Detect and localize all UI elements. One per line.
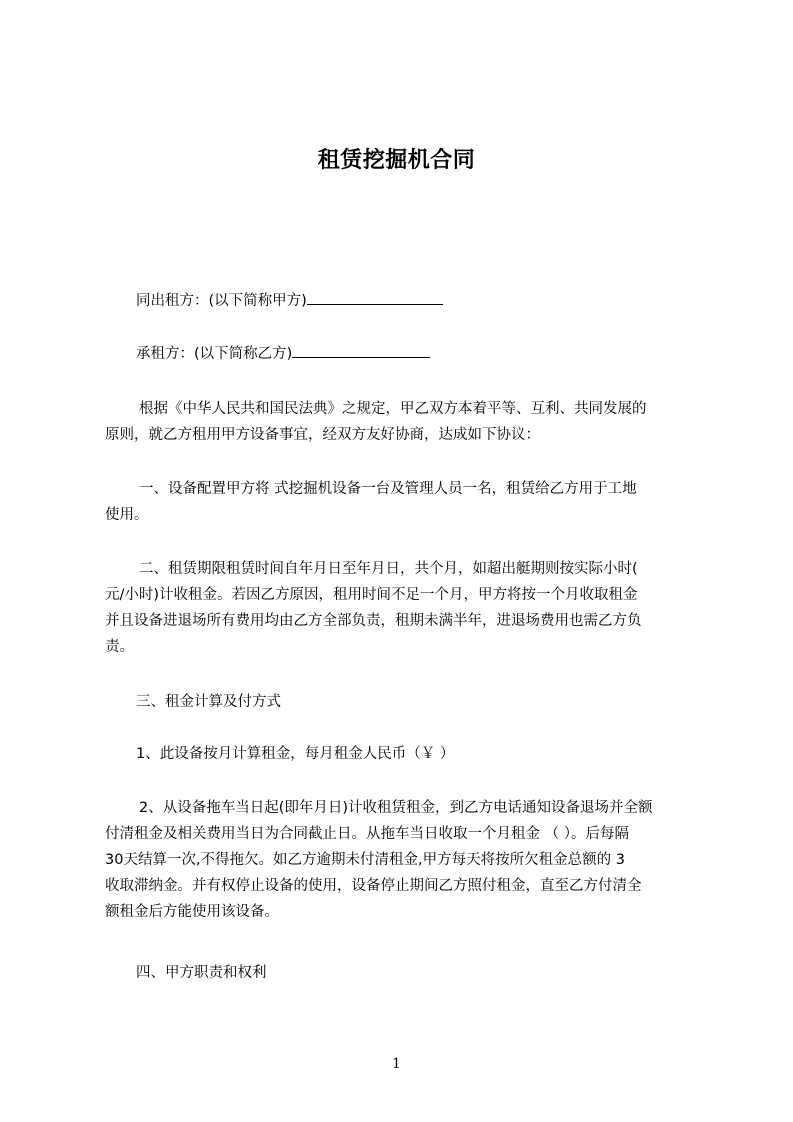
lessee-line bbox=[136, 341, 731, 367]
clause-3-item-2-line-3: 30天结算一次,不得拖欠。如乙方逾期未付清租金,甲方每天将按所欠租金总额的 3 bbox=[105, 852, 626, 868]
lessee-label: 承租方：(以下简称乙方) bbox=[136, 346, 293, 362]
page-number: 1 bbox=[392, 1056, 401, 1072]
clause-3-item-2-line-2: 付清租金及相关费用当日为合同截止日。从拖车当日收取一个月租金 （ ）。后每隔 bbox=[105, 826, 629, 842]
clause-2-paragraph bbox=[105, 556, 700, 660]
preamble-line-1: 根据《中华人民共和国民法典》之规定，甲乙双方本着平等、互利、共同发展的 bbox=[139, 401, 647, 417]
clause-1-line-1: 一、设备配置甲方将 式挖掘机设备一台及管理人员一名，租赁给乙方用于工地 bbox=[139, 481, 637, 497]
lessor-line bbox=[136, 288, 731, 314]
document-title: 租赁挖掘机合同 bbox=[317, 148, 476, 173]
clause-3-item-2-paragraph bbox=[105, 795, 700, 925]
clause-2-line-3: 并且设备进退场所有费用均由乙方全部负责，租期未满半年，进退场费用也需乙方负 bbox=[105, 613, 642, 629]
clause-3-item-2-line-5: 额租金后方能使用该设备。 bbox=[105, 904, 279, 920]
preamble-line-2: 原则，就乙方租用甲方设备事宜，经双方友好协商，达成如下协议： bbox=[105, 427, 540, 443]
preamble-paragraph bbox=[105, 396, 700, 448]
lessor-blank bbox=[307, 288, 443, 305]
clause-3-item-2-line-1: 2、从设备拖车当日起(即年月日)计收租赁租金，到乙方电话通知设备退场并全额 bbox=[139, 800, 653, 816]
lessee-blank bbox=[292, 341, 430, 358]
lessor-label: 同出租方：(以下简称甲方) bbox=[136, 293, 307, 309]
clause-1-paragraph bbox=[105, 476, 700, 528]
clause-3-heading: 三、租金计算及付方式 bbox=[136, 694, 281, 710]
clause-3-item-2-line-4: 收取滞纳金。并有权停止设备的使用，设备停止期间乙方照付租金，直至乙方付清全 bbox=[105, 878, 642, 894]
clause-3-item-1: 1、此设备按月计算租金，每月租金人民币（￥ ） bbox=[136, 746, 455, 762]
clause-2-line-1: 二、租赁期限租赁时间自年月日至年月日，共个月，如超出艇期则按实际小时( bbox=[139, 561, 638, 577]
clause-4-heading: 四、甲方职责和权利 bbox=[136, 965, 267, 981]
clause-1-line-2: 使用。 bbox=[105, 507, 149, 523]
clause-2-line-2: 元/小时)计收租金。若因乙方原因，租用时间不足一个月，甲方将按一个月收取租金 bbox=[105, 587, 638, 603]
clause-2-line-4: 责。 bbox=[105, 639, 134, 655]
